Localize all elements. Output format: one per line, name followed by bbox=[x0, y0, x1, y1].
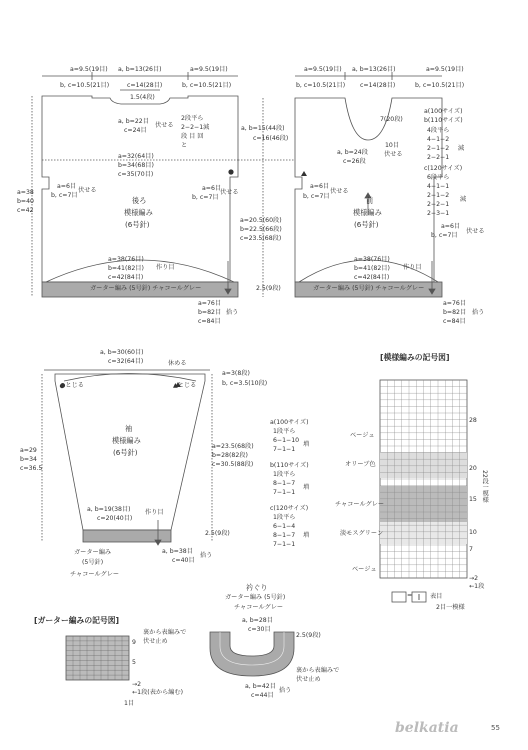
front-stitch: 模様編み bbox=[353, 208, 382, 217]
back-shoulder-dec: 2段平ら bbox=[181, 115, 204, 122]
garter-row-1: ←1段(表から編む) bbox=[132, 689, 184, 696]
sleeve-inc-a: a(100サイズ) bbox=[270, 419, 309, 426]
pattern-olive: オリーブ色 bbox=[345, 461, 376, 468]
sleeve-inc-c3: 8−1−7 bbox=[273, 532, 296, 539]
sleeve-pick-up: 拾う bbox=[200, 552, 213, 559]
sleeve-left-mark: ●とじる bbox=[60, 382, 84, 389]
back-neck-height: 1.5(4段) bbox=[130, 94, 155, 101]
back-name: 後ろ bbox=[132, 196, 147, 205]
garter-row-2: →2 bbox=[132, 681, 142, 688]
back-armhole-a: a=32(64目) bbox=[118, 153, 154, 160]
garter-col: 1目 bbox=[124, 700, 135, 707]
belkatia-logo: belkatia bbox=[395, 720, 459, 736]
sleeve-inc-c-mark: 増 bbox=[303, 532, 310, 539]
back-armhole-c: c=35(70目) bbox=[118, 171, 154, 178]
pattern-col-repeat: 2目一模様 bbox=[436, 604, 465, 611]
back-side-c: c=42 bbox=[17, 207, 34, 214]
front-hem-c: c=42(84目) bbox=[354, 274, 390, 281]
page-number: 55 bbox=[491, 724, 500, 732]
back-arm-right-bind: 伏せる bbox=[220, 189, 239, 196]
sleeve-inc-c1: 1段平ら bbox=[273, 514, 296, 521]
sleeve-cap-a: a=3(8段) bbox=[222, 370, 250, 377]
sleeve-inc-c: c(120サイズ) bbox=[270, 505, 309, 512]
front-neck-rows2: c=26段 bbox=[343, 158, 366, 165]
back-arm-right2: b, c=7目 bbox=[192, 194, 219, 201]
sleeve-top-arc bbox=[64, 374, 196, 382]
back-needle: (6号針) bbox=[125, 220, 150, 229]
front-needle: (6号針) bbox=[354, 220, 379, 229]
sleeve-top-w2: c=32(64目) bbox=[108, 358, 144, 365]
pattern-beige: ベージュ bbox=[350, 432, 375, 439]
garter-chart-title: [ガーター編みの記号図] bbox=[34, 616, 120, 625]
pattern-row-7: 7 bbox=[469, 546, 473, 553]
sleeve-inc-b-mark: 増 bbox=[303, 484, 310, 491]
front-pick-up: 拾う bbox=[472, 309, 485, 316]
front-dec-a: a(100サイズ) bbox=[424, 108, 463, 115]
front-upper-h2: c=16(46段) bbox=[253, 135, 289, 142]
pattern-chart-grid bbox=[380, 380, 467, 578]
back-top-left2: b, c=10.5(21目) bbox=[60, 82, 110, 89]
sleeve-inc-b1: 1段平ら bbox=[273, 471, 296, 478]
front-arm-left2: b, c=7目 bbox=[303, 193, 330, 200]
garter-chart-grid bbox=[66, 636, 129, 680]
neckband-color: チャコールグレー bbox=[234, 604, 284, 611]
front-top-right: a=9.5(19目) bbox=[426, 66, 464, 73]
back-shoulder-dec2: 2−2−1減 bbox=[181, 124, 210, 131]
back-arm-right: a=6目 bbox=[202, 185, 222, 192]
back-side-b: b=40 bbox=[17, 198, 34, 205]
front-dec-a4: 4−1−2 bbox=[427, 136, 450, 143]
front-dec-c4: 2−1−2 bbox=[427, 192, 450, 199]
sleeve-stitch: 模様編み bbox=[112, 436, 141, 445]
back-top-right: a=9.5(19目) bbox=[190, 66, 228, 73]
pattern-row-28: 28 bbox=[469, 417, 477, 424]
back-pick-a: a=76目 bbox=[198, 300, 222, 307]
back-arm-left2: b, c=7目 bbox=[51, 192, 78, 199]
sleeve-right-mark: ▲とじる bbox=[173, 382, 197, 389]
front-dec-c: c(120サイズ) bbox=[424, 165, 463, 172]
back-arm-left-bind: 伏せる bbox=[78, 187, 97, 194]
front-arm-left: a=6目 bbox=[310, 183, 330, 190]
front-arm-left-bind: 伏せる bbox=[330, 188, 349, 195]
pattern-chart-title: [模様編みの記号図] bbox=[380, 353, 450, 362]
sleeve-band3: チャコールグレー bbox=[70, 571, 120, 578]
sleeve-side-b: b=34 bbox=[20, 456, 37, 463]
sleeve-len-b: b=28(82段) bbox=[212, 452, 248, 459]
sleeve-pick: a, b=38目 bbox=[162, 548, 193, 555]
pattern-legend-text: 表目 bbox=[430, 593, 443, 600]
pattern-charcoal: チャコールグレー bbox=[335, 501, 385, 508]
pattern-row-2: →2 bbox=[469, 575, 479, 582]
neckband-top-a: a, b=28目 bbox=[242, 617, 273, 624]
garter-note: 裏から表編みで bbox=[143, 629, 187, 636]
front-top-left2: b, c=10.5(21目) bbox=[296, 82, 346, 89]
front-lower-c: c=23.5(68段) bbox=[240, 235, 282, 242]
back-armhole-b: b=34(68目) bbox=[118, 162, 154, 169]
back-band-label: ガーター編み (5号針) チャコールグレー bbox=[90, 285, 202, 292]
back-cast-on: 作り目 bbox=[156, 264, 175, 271]
sleeve-inc-a1: 1段平ら bbox=[273, 428, 296, 435]
front-dec-c3: 4−1−1 bbox=[427, 183, 450, 190]
front-dec-a-mark: 減 bbox=[458, 145, 465, 152]
front-top-left: a=9.5(19目) bbox=[304, 66, 342, 73]
front-neck-rows: a, b=24段 bbox=[337, 149, 368, 156]
front-dec-a5: 2−1−2 bbox=[427, 145, 450, 152]
sleeve-cap-bc: b, c=3.5(10段) bbox=[222, 380, 268, 387]
back-hem-b: b=41(82目) bbox=[108, 265, 144, 272]
front-upper-h: a, b=15(44段) bbox=[241, 125, 285, 132]
back-side-a: a=38 bbox=[17, 189, 34, 196]
front-band-label: ガーター編み (5号針) チャコールグレー bbox=[313, 285, 425, 292]
back-hem-a: a=38(76目) bbox=[108, 256, 144, 263]
sleeve-top-w: a, b=30(60目) bbox=[100, 349, 144, 356]
neckband-height: 2.5(9段) bbox=[296, 632, 321, 639]
sleeve-cast-on: 作り目 bbox=[145, 509, 164, 516]
front-name: 前 bbox=[366, 196, 374, 205]
sleeve-needle: (6号針) bbox=[113, 448, 138, 457]
front-lower-a: a=20.5(60段) bbox=[240, 217, 282, 224]
sleeve-inc-c2: 6−1−4 bbox=[273, 523, 296, 530]
sleeve-pick2: c=40目 bbox=[172, 557, 195, 564]
back-stitch: 模様編み bbox=[124, 208, 153, 217]
sleeve-cuff-w2: c=20(40目) bbox=[97, 515, 133, 522]
back-hem-c: c=42(84目) bbox=[108, 274, 144, 281]
back-arm-left: a=6目 bbox=[57, 183, 77, 190]
front-hem-b: b=41(82目) bbox=[354, 265, 390, 272]
back-neck-rows: a, b=22目 bbox=[118, 118, 149, 125]
front-dec-c-mark: 減 bbox=[460, 196, 467, 203]
neckband-title: 衿ぐり bbox=[246, 583, 268, 592]
front-arm-right2: b, c=7目 bbox=[431, 232, 458, 239]
sleeve-side-c: c=36.5 bbox=[20, 465, 43, 472]
sleeve-len-a: a=23.5(68段) bbox=[212, 443, 254, 450]
neckband-note2: 伏せ止め bbox=[296, 676, 321, 683]
back-top-right2: b, c=10.5(21目) bbox=[182, 82, 232, 89]
front-pick-c: c=84目 bbox=[443, 318, 466, 325]
neckband-pick-up: 拾う bbox=[279, 687, 292, 694]
garter-row-5: 5 bbox=[132, 659, 136, 666]
sleeve-inc-b2: 8−1−7 bbox=[273, 480, 296, 487]
front-dec-a3: 4段平ら bbox=[427, 127, 450, 134]
sleeve-inc-b3: 7−1−1 bbox=[273, 489, 296, 496]
pattern-row-20: 20 bbox=[469, 465, 477, 472]
back-shoulder-dec3: 段 目 回 bbox=[181, 133, 204, 140]
front-pick-a: a=76目 bbox=[443, 300, 467, 307]
front-center-bind: 10目 bbox=[385, 142, 400, 149]
front-dec-a6: 2−2−1 bbox=[427, 154, 450, 161]
pattern-row-10: 10 bbox=[469, 529, 477, 536]
sleeve-len-c: c=30.5(88段) bbox=[212, 461, 254, 468]
neckband-outer bbox=[210, 632, 294, 676]
front-band-h: 2.5(9段) bbox=[256, 285, 281, 292]
back-pick-c: c=84目 bbox=[198, 318, 221, 325]
front-hem-a: a=38(76目) bbox=[354, 256, 390, 263]
back-pick-b: b=82目 bbox=[198, 309, 222, 316]
neckband-top-c: c=30目 bbox=[248, 626, 271, 633]
back-top-mid2: c=14(28目) bbox=[127, 82, 163, 89]
sleeve-name: 袖 bbox=[125, 424, 133, 433]
garter-row-9: 9 bbox=[132, 639, 136, 646]
sleeve-rest: 休める bbox=[168, 360, 187, 367]
front-dec-c5: 2−2−1 bbox=[427, 201, 450, 208]
front-top-mid: a, b=13(26目) bbox=[352, 66, 396, 73]
front-neck-depth: 7(20段) bbox=[380, 116, 403, 123]
pattern-row-1: ←1段 bbox=[469, 583, 485, 590]
pattern-beige2: ベージュ bbox=[352, 566, 377, 573]
neckband-bottom-a: a, b=42目 bbox=[245, 683, 276, 690]
sleeve-inc-c4: 7−1−1 bbox=[273, 541, 296, 548]
back-top-mid: a, b=13(26目) bbox=[118, 66, 162, 73]
sleeve-side-a: a=29 bbox=[20, 447, 37, 454]
neckband-note: 裏から表編みで bbox=[296, 667, 340, 674]
front-top-mid2: c=14(28目) bbox=[360, 82, 396, 89]
sleeve-inc-a-mark: 増 bbox=[303, 441, 310, 448]
front-pick-b: b=82目 bbox=[443, 309, 467, 316]
back-neck-rows2: c=24目 bbox=[124, 127, 147, 134]
sleeve-inc-a2: 6−1−10 bbox=[273, 437, 300, 444]
front-arm-right-bind: 伏せる bbox=[466, 228, 485, 235]
front-arm-right: a=6目 bbox=[441, 223, 461, 230]
front-top-right2: b, c=10.5(21目) bbox=[415, 82, 465, 89]
back-shoulder-dec4: と bbox=[181, 142, 188, 149]
pattern-moss: 淡モスグリーン bbox=[340, 530, 384, 537]
pattern-repeat: 22段一模様 bbox=[481, 470, 489, 503]
garter-note2: 伏せ止め bbox=[143, 638, 168, 645]
front-center-bind2: 伏せる bbox=[384, 151, 403, 158]
neckband-bottom-c: c=44目 bbox=[251, 692, 274, 699]
front-lower-b: b=22.5(66段) bbox=[240, 226, 282, 233]
back-top-left: a=9.5(19目) bbox=[70, 66, 108, 73]
front-dec-c2: 6段平ら bbox=[427, 174, 450, 181]
sleeve-band: ガーター編み bbox=[74, 549, 112, 556]
front-dec-a2: b(110サイズ) bbox=[424, 117, 463, 124]
back-neck-bind: 伏せる bbox=[155, 122, 174, 129]
neckband-sub: ガーター編み (5号針) bbox=[225, 594, 286, 601]
back-pick-up: 拾う bbox=[226, 309, 239, 316]
front-dec-c6: 2−3−1 bbox=[427, 210, 450, 217]
sleeve-inc-b: b(110サイズ) bbox=[270, 462, 309, 469]
sleeve-band2: (5号針) bbox=[82, 559, 104, 566]
pattern-legend-eq: = bbox=[407, 592, 413, 599]
front-cast-on: 作り目 bbox=[403, 264, 422, 271]
sleeve-band-h: 2.5(9段) bbox=[205, 530, 230, 537]
pattern-row-15: 15 bbox=[469, 496, 477, 503]
sleeve-cuff-w: a, b=19(38目) bbox=[87, 506, 131, 513]
sleeve-inc-a3: 7−1−1 bbox=[273, 446, 296, 453]
